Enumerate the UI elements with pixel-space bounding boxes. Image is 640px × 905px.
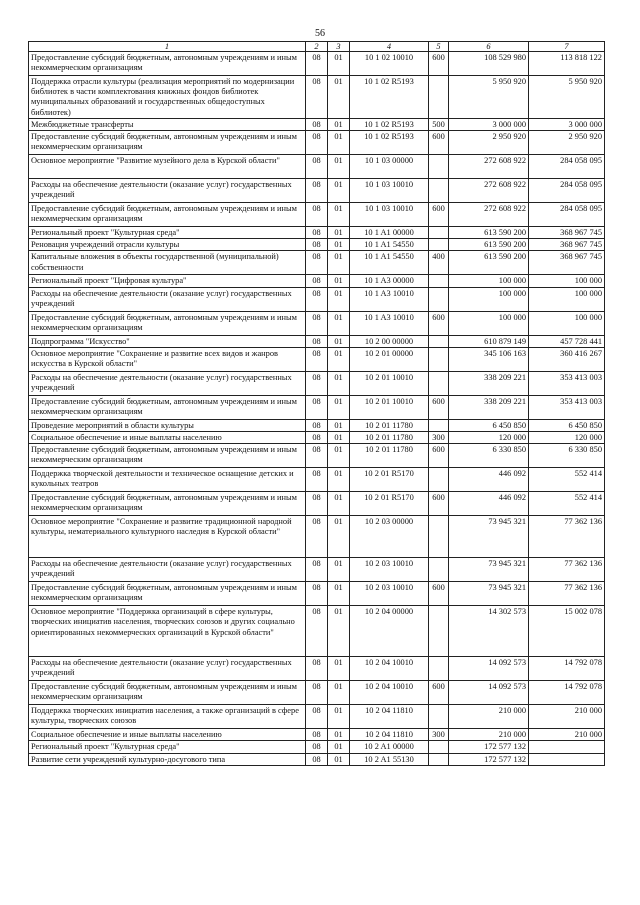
section-cell: 08 — [306, 444, 328, 468]
section-cell: 08 — [306, 657, 328, 681]
table-row — [29, 275, 605, 287]
amount-year-2-cell: 100 000 — [529, 311, 605, 335]
table-row — [29, 705, 605, 729]
row-name-cell: Социальное обеспечение и иные выплаты населению — [29, 729, 306, 741]
subsection-cell: 01 — [328, 419, 350, 431]
target-article-cell: 10 1 A3 10010 — [350, 287, 429, 311]
table-row — [29, 492, 605, 516]
expense-type-cell: 600 — [429, 52, 449, 76]
target-article-cell: 10 1 A3 10010 — [350, 311, 429, 335]
row-name-cell: Предоставление субсидий бюджетным, автономным учреждениям и иным некоммерческим организациям — [29, 52, 306, 76]
amount-year-1-cell: 2 950 920 — [449, 131, 529, 155]
amount-year-1-cell: 272 608 922 — [449, 179, 529, 203]
amount-year-2-cell: 284 058 095 — [529, 203, 605, 227]
amount-year-2-cell: 284 058 095 — [529, 155, 605, 179]
expense-type-cell — [429, 657, 449, 681]
table-row — [29, 227, 605, 239]
row-name-cell: Социальное обеспечение и иные выплаты населению — [29, 432, 306, 444]
amount-year-2-cell — [529, 753, 605, 765]
section-cell: 08 — [306, 681, 328, 705]
column-header: 4 — [350, 42, 429, 52]
section-cell: 08 — [306, 371, 328, 395]
expense-type-cell — [429, 606, 449, 657]
section-cell: 08 — [306, 432, 328, 444]
amount-year-1-cell: 613 590 200 — [449, 227, 529, 239]
table-row — [29, 419, 605, 431]
amount-year-2-cell: 100 000 — [529, 275, 605, 287]
target-article-cell: 10 2 04 10010 — [350, 681, 429, 705]
row-name-cell: Проведение мероприятий в области культуры — [29, 419, 306, 431]
section-cell: 08 — [306, 468, 328, 492]
target-article-cell: 10 1 A1 00000 — [350, 227, 429, 239]
section-cell: 08 — [306, 558, 328, 582]
amount-year-2-cell: 77 362 136 — [529, 582, 605, 606]
section-cell: 08 — [306, 606, 328, 657]
table-row — [29, 335, 605, 347]
amount-year-1-cell: 613 590 200 — [449, 251, 529, 275]
table-row — [29, 311, 605, 335]
amount-year-1-cell: 172 577 132 — [449, 741, 529, 753]
section-cell: 08 — [306, 52, 328, 76]
subsection-cell: 01 — [328, 606, 350, 657]
page-number: 56 — [315, 28, 325, 39]
expense-type-cell — [429, 76, 449, 119]
target-article-cell: 10 2 01 10010 — [350, 395, 429, 419]
expense-type-cell — [429, 227, 449, 239]
expense-type-cell: 600 — [429, 395, 449, 419]
target-article-cell: 10 2 01 R5170 — [350, 492, 429, 516]
amount-year-2-cell: 353 413 003 — [529, 371, 605, 395]
amount-year-1-cell: 172 577 132 — [449, 753, 529, 765]
subsection-cell: 01 — [328, 251, 350, 275]
section-cell: 08 — [306, 251, 328, 275]
table-row — [29, 52, 605, 76]
subsection-cell: 01 — [328, 371, 350, 395]
row-name-cell: Основное мероприятие "Сохранение и развитие всех видов и жанров искусства в Курской области" — [29, 347, 306, 371]
expense-type-cell: 600 — [429, 582, 449, 606]
row-name-cell: Развитие сети учреждений культурно-досугового типа — [29, 753, 306, 765]
section-cell: 08 — [306, 239, 328, 251]
budget-table — [28, 41, 605, 766]
amount-year-2-cell: 552 414 — [529, 492, 605, 516]
section-cell: 08 — [306, 729, 328, 741]
row-name-cell: Межбюджетные трансферты — [29, 118, 306, 130]
expense-type-cell: 600 — [429, 492, 449, 516]
column-header: 6 — [449, 42, 529, 52]
amount-year-2-cell: 360 416 267 — [529, 347, 605, 371]
amount-year-1-cell: 610 879 149 — [449, 335, 529, 347]
table-row — [29, 741, 605, 753]
amount-year-2-cell: 353 413 003 — [529, 395, 605, 419]
section-cell: 08 — [306, 347, 328, 371]
table-row — [29, 432, 605, 444]
subsection-cell: 01 — [328, 287, 350, 311]
amount-year-1-cell: 210 000 — [449, 705, 529, 729]
target-article-cell: 10 2 A1 00000 — [350, 741, 429, 753]
expense-type-cell — [429, 558, 449, 582]
subsection-cell: 01 — [328, 335, 350, 347]
column-header: 5 — [429, 42, 449, 52]
column-header: 7 — [529, 42, 605, 52]
target-article-cell: 10 1 A1 54550 — [350, 239, 429, 251]
amount-year-1-cell: 210 000 — [449, 729, 529, 741]
section-cell: 08 — [306, 753, 328, 765]
target-article-cell: 10 2 01 11780 — [350, 444, 429, 468]
subsection-cell: 01 — [328, 131, 350, 155]
section-cell: 08 — [306, 155, 328, 179]
amount-year-2-cell: 6 450 850 — [529, 419, 605, 431]
row-name-cell: Основное мероприятие "Развитие музейного дела в Курской области" — [29, 155, 306, 179]
expense-type-cell — [429, 179, 449, 203]
amount-year-1-cell: 338 209 221 — [449, 395, 529, 419]
section-cell: 08 — [306, 395, 328, 419]
subsection-cell: 01 — [328, 753, 350, 765]
subsection-cell: 01 — [328, 179, 350, 203]
row-name-cell: Предоставление субсидий бюджетным, автономным учреждениям и иным некоммерческим организациям — [29, 492, 306, 516]
target-article-cell: 10 1 02 R5193 — [350, 131, 429, 155]
target-article-cell: 10 2 01 11780 — [350, 419, 429, 431]
section-cell: 08 — [306, 516, 328, 558]
amount-year-1-cell: 120 000 — [449, 432, 529, 444]
amount-year-1-cell: 14 302 573 — [449, 606, 529, 657]
amount-year-1-cell: 73 945 321 — [449, 582, 529, 606]
target-article-cell: 10 1 A3 00000 — [350, 275, 429, 287]
expense-type-cell: 600 — [429, 131, 449, 155]
row-name-cell: Предоставление субсидий бюджетным, автономным учреждениям и иным некоммерческим организациям — [29, 311, 306, 335]
column-header: 3 — [328, 42, 350, 52]
subsection-cell: 01 — [328, 395, 350, 419]
subsection-cell: 01 — [328, 558, 350, 582]
subsection-cell: 01 — [328, 657, 350, 681]
amount-year-2-cell: 368 967 745 — [529, 227, 605, 239]
amount-year-1-cell: 446 092 — [449, 468, 529, 492]
section-cell: 08 — [306, 741, 328, 753]
table-row — [29, 131, 605, 155]
table-row — [29, 558, 605, 582]
table-row — [29, 239, 605, 251]
table-row — [29, 606, 605, 657]
row-name-cell: Региональный проект "Культурная среда" — [29, 741, 306, 753]
subsection-cell: 01 — [328, 705, 350, 729]
target-article-cell: 10 1 03 10010 — [350, 179, 429, 203]
target-article-cell: 10 2 04 10010 — [350, 657, 429, 681]
table-row — [29, 76, 605, 119]
row-name-cell: Капитальные вложения в объекты государственной (муниципальной) собственности — [29, 251, 306, 275]
amount-year-2-cell: 210 000 — [529, 705, 605, 729]
amount-year-2-cell: 5 950 920 — [529, 76, 605, 119]
subsection-cell: 01 — [328, 155, 350, 179]
target-article-cell: 10 2 03 10010 — [350, 558, 429, 582]
row-name-cell: Региональный проект "Цифровая культура" — [29, 275, 306, 287]
target-article-cell: 10 2 04 11810 — [350, 705, 429, 729]
row-name-cell: Региональный проект "Культурная среда" — [29, 227, 306, 239]
amount-year-1-cell: 338 209 221 — [449, 371, 529, 395]
amount-year-1-cell: 6 330 850 — [449, 444, 529, 468]
row-name-cell: Расходы на обеспечение деятельности (оказание услуг) государственных учреждений — [29, 657, 306, 681]
target-article-cell: 10 1 02 10010 — [350, 52, 429, 76]
amount-year-1-cell: 100 000 — [449, 311, 529, 335]
section-cell: 08 — [306, 311, 328, 335]
table-row — [29, 395, 605, 419]
amount-year-1-cell: 14 092 573 — [449, 681, 529, 705]
subsection-cell: 01 — [328, 311, 350, 335]
target-article-cell: 10 2 03 10010 — [350, 582, 429, 606]
table-row — [29, 347, 605, 371]
column-header: 1 — [29, 42, 306, 52]
section-cell: 08 — [306, 227, 328, 239]
expense-type-cell — [429, 705, 449, 729]
subsection-cell: 01 — [328, 118, 350, 130]
row-name-cell: Предоставление субсидий бюджетным, автономным учреждениям и иным некоммерческим организациям — [29, 681, 306, 705]
expense-type-cell — [429, 419, 449, 431]
amount-year-1-cell: 73 945 321 — [449, 516, 529, 558]
section-cell: 08 — [306, 76, 328, 119]
row-name-cell: Реновация учреждений отрасли культуры — [29, 239, 306, 251]
amount-year-2-cell: 284 058 095 — [529, 179, 605, 203]
amount-year-1-cell: 100 000 — [449, 275, 529, 287]
budget-table-body — [29, 42, 605, 766]
subsection-cell: 01 — [328, 239, 350, 251]
expense-type-cell: 600 — [429, 203, 449, 227]
target-article-cell: 10 2 01 R5170 — [350, 468, 429, 492]
amount-year-1-cell: 613 590 200 — [449, 239, 529, 251]
section-cell: 08 — [306, 492, 328, 516]
target-article-cell: 10 2 01 00000 — [350, 347, 429, 371]
section-cell: 08 — [306, 179, 328, 203]
amount-year-2-cell: 120 000 — [529, 432, 605, 444]
amount-year-2-cell: 552 414 — [529, 468, 605, 492]
amount-year-1-cell: 14 092 573 — [449, 657, 529, 681]
row-name-cell: Поддержка отрасли культуры (реализация мероприятий по модернизации библиотек в части комплектования книжных фондов библиотек муниципальных образований и государственных общедоступных библиотек) — [29, 76, 306, 119]
table-row — [29, 657, 605, 681]
subsection-cell: 01 — [328, 76, 350, 119]
section-cell: 08 — [306, 131, 328, 155]
subsection-cell: 01 — [328, 492, 350, 516]
row-name-cell: Основное мероприятие "Сохранение и развитие традиционной народной культуры, нематериального культурного наследия в Курской области" — [29, 516, 306, 558]
row-name-cell: Расходы на обеспечение деятельности (оказание услуг) государственных учреждений — [29, 371, 306, 395]
table-row — [29, 582, 605, 606]
table-row — [29, 371, 605, 395]
amount-year-1-cell: 108 529 980 — [449, 52, 529, 76]
subsection-cell: 01 — [328, 681, 350, 705]
expense-type-cell — [429, 287, 449, 311]
amount-year-2-cell — [529, 741, 605, 753]
table-row — [29, 468, 605, 492]
row-name-cell: Предоставление субсидий бюджетным, автономным учреждениям и иным некоммерческим организациям — [29, 203, 306, 227]
target-article-cell: 10 2 03 00000 — [350, 516, 429, 558]
expense-type-cell: 300 — [429, 729, 449, 741]
row-name-cell: Поддержка творческих инициатив населения, а также организаций в сфере культуры, творческих союзов — [29, 705, 306, 729]
subsection-cell: 01 — [328, 227, 350, 239]
expense-type-cell — [429, 371, 449, 395]
amount-year-2-cell: 77 362 136 — [529, 516, 605, 558]
amount-year-2-cell: 457 728 441 — [529, 335, 605, 347]
expense-type-cell: 400 — [429, 251, 449, 275]
expense-type-cell: 600 — [429, 311, 449, 335]
target-article-cell: 10 2 04 00000 — [350, 606, 429, 657]
target-article-cell: 10 2 A1 55130 — [350, 753, 429, 765]
section-cell: 08 — [306, 287, 328, 311]
row-name-cell: Расходы на обеспечение деятельности (оказание услуг) государственных учреждений — [29, 179, 306, 203]
amount-year-1-cell: 6 450 850 — [449, 419, 529, 431]
subsection-cell: 01 — [328, 275, 350, 287]
amount-year-1-cell: 272 608 922 — [449, 203, 529, 227]
target-article-cell: 10 1 A1 54550 — [350, 251, 429, 275]
row-name-cell: Предоставление субсидий бюджетным, автономным учреждениям и иным некоммерческим организациям — [29, 444, 306, 468]
amount-year-2-cell: 3 000 000 — [529, 118, 605, 130]
amount-year-2-cell: 210 000 — [529, 729, 605, 741]
expense-type-cell — [429, 155, 449, 179]
table-row — [29, 444, 605, 468]
target-article-cell: 10 1 02 R5193 — [350, 76, 429, 119]
row-name-cell: Поддержка творческой деятельности и техническое оснащение детских и кукольных театров — [29, 468, 306, 492]
expense-type-cell — [429, 468, 449, 492]
row-name-cell: Предоставление субсидий бюджетным, автономным учреждениям и иным некоммерческим организациям — [29, 131, 306, 155]
amount-year-1-cell: 446 092 — [449, 492, 529, 516]
target-article-cell: 10 1 02 R5193 — [350, 118, 429, 130]
table-row — [29, 753, 605, 765]
amount-year-2-cell: 77 362 136 — [529, 558, 605, 582]
expense-type-cell — [429, 516, 449, 558]
row-name-cell: Подпрограмма "Искусство" — [29, 335, 306, 347]
section-cell: 08 — [306, 419, 328, 431]
expense-type-cell: 600 — [429, 681, 449, 705]
subsection-cell: 01 — [328, 432, 350, 444]
table-row — [29, 155, 605, 179]
target-article-cell: 10 2 01 11780 — [350, 432, 429, 444]
expense-type-cell — [429, 753, 449, 765]
amount-year-1-cell: 3 000 000 — [449, 118, 529, 130]
target-article-cell: 10 2 01 10010 — [350, 371, 429, 395]
table-row — [29, 251, 605, 275]
amount-year-2-cell: 368 967 745 — [529, 239, 605, 251]
expense-type-cell: 300 — [429, 432, 449, 444]
row-name-cell: Основное мероприятие "Поддержка организаций в сфере культуры, творческих инициатив населения, творческих союзов и других социально ориентированных некоммерческих организаций в Курской области" — [29, 606, 306, 657]
subsection-cell: 01 — [328, 444, 350, 468]
amount-year-1-cell: 73 945 321 — [449, 558, 529, 582]
column-header: 2 — [306, 42, 328, 52]
section-cell: 08 — [306, 335, 328, 347]
amount-year-2-cell: 15 002 078 — [529, 606, 605, 657]
amount-year-1-cell: 5 950 920 — [449, 76, 529, 119]
table-row — [29, 203, 605, 227]
table-row — [29, 729, 605, 741]
amount-year-1-cell: 345 106 163 — [449, 347, 529, 371]
expense-type-cell: 600 — [429, 444, 449, 468]
subsection-cell: 01 — [328, 582, 350, 606]
amount-year-2-cell: 14 792 078 — [529, 681, 605, 705]
target-article-cell: 10 1 03 10010 — [350, 203, 429, 227]
table-row — [29, 681, 605, 705]
column-number-header — [29, 42, 605, 52]
subsection-cell: 01 — [328, 203, 350, 227]
subsection-cell: 01 — [328, 347, 350, 371]
amount-year-2-cell: 6 330 850 — [529, 444, 605, 468]
subsection-cell: 01 — [328, 516, 350, 558]
row-name-cell: Расходы на обеспечение деятельности (оказание услуг) государственных учреждений — [29, 558, 306, 582]
row-name-cell: Расходы на обеспечение деятельности (оказание услуг) государственных учреждений — [29, 287, 306, 311]
section-cell: 08 — [306, 275, 328, 287]
row-name-cell: Предоставление субсидий бюджетным, автономным учреждениям и иным некоммерческим организациям — [29, 395, 306, 419]
expense-type-cell — [429, 741, 449, 753]
target-article-cell: 10 2 04 11810 — [350, 729, 429, 741]
table-row — [29, 179, 605, 203]
subsection-cell: 01 — [328, 741, 350, 753]
section-cell: 08 — [306, 203, 328, 227]
amount-year-2-cell: 100 000 — [529, 287, 605, 311]
expense-type-cell — [429, 335, 449, 347]
expense-type-cell — [429, 347, 449, 371]
subsection-cell: 01 — [328, 729, 350, 741]
expense-type-cell: 500 — [429, 118, 449, 130]
section-cell: 08 — [306, 118, 328, 130]
amount-year-2-cell: 14 792 078 — [529, 657, 605, 681]
amount-year-2-cell: 113 818 122 — [529, 52, 605, 76]
amount-year-2-cell: 2 950 920 — [529, 131, 605, 155]
expense-type-cell — [429, 275, 449, 287]
table-row — [29, 287, 605, 311]
target-article-cell: 10 1 03 00000 — [350, 155, 429, 179]
amount-year-1-cell: 100 000 — [449, 287, 529, 311]
section-cell: 08 — [306, 705, 328, 729]
subsection-cell: 01 — [328, 52, 350, 76]
subsection-cell: 01 — [328, 468, 350, 492]
table-row — [29, 118, 605, 130]
amount-year-2-cell: 368 967 745 — [529, 251, 605, 275]
section-cell: 08 — [306, 582, 328, 606]
target-article-cell: 10 2 00 00000 — [350, 335, 429, 347]
expense-type-cell — [429, 239, 449, 251]
row-name-cell: Предоставление субсидий бюджетным, автономным учреждениям и иным некоммерческим организациям — [29, 582, 306, 606]
table-row — [29, 516, 605, 558]
amount-year-1-cell: 272 608 922 — [449, 155, 529, 179]
